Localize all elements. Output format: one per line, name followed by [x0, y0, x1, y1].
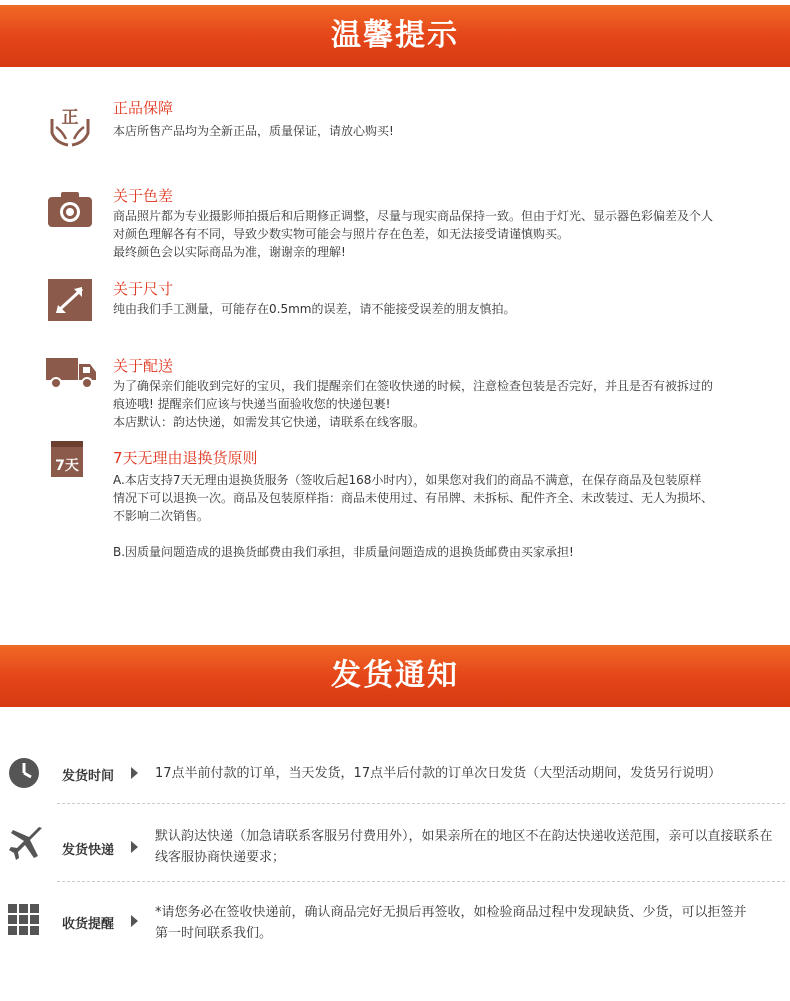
tip-body: 商品照片都为专业摄影师拍摄后和后期修正调整，尽量与现实商品保持一致。但由于灯光、显示器色彩偏差及个人 对颜色理解各有不同，导致少数实物可能会与照片存在色差，如无法接受请谨慎购买。 最终颜色会以实际商品为准，谢谢亲的理解! [113, 209, 714, 259]
grid-icon [8, 904, 44, 940]
row-text: 默认韵达快递（加急请联系客服另付费用外），如果亲所在的地区不在韵达快递收送范围，亲可以直接联系在线客服协商快递要求； [155, 829, 773, 865]
divider [57, 881, 785, 882]
chevron-right-icon [131, 841, 138, 853]
row-label: 发货时间 [62, 769, 115, 784]
resize-arrow-icon [46, 277, 94, 325]
row-label: 发货快递 [62, 843, 115, 858]
warm-tips-title: 温馨提示 [331, 18, 459, 53]
tip-body: 本店所售产品均为全新正品，质量保证，请放心购买! [113, 124, 394, 138]
chevron-right-icon [131, 915, 138, 927]
seven-day-calendar-icon [50, 439, 84, 479]
airplane-icon [8, 826, 44, 862]
delivery-truck-icon [46, 356, 98, 404]
hands-genuine-icon [46, 99, 94, 147]
shipping-notice-title: 发货通知 [331, 658, 459, 693]
tip-body: 纯由我们手工测量，可能存在0.5mm的误差，请不能接受误差的朋友慎拍。 [113, 302, 516, 316]
tip-title: 7天无理由退换货原则 [113, 449, 258, 467]
svg-text:7天: 7天 [55, 458, 79, 474]
tip-title: 关于色差 [113, 187, 174, 205]
divider [57, 803, 785, 804]
tip-title: 关于尺寸 [113, 280, 174, 298]
tip-title: 关于配送 [113, 357, 174, 375]
row-text: *请您务必在签收快递前，确认商品完好无损后再签收，如检验商品过程中发现缺货、少货，可以拒签并第一时间联系我们。 [155, 905, 747, 941]
shipping-notice-banner [0, 645, 790, 707]
chevron-right-icon [131, 767, 138, 779]
row-label: 收货提醒 [62, 917, 115, 932]
camera-icon [46, 187, 94, 235]
svg-text:正: 正 [61, 108, 79, 128]
tip-body: 为了确保亲们能收到完好的宝贝，我们提醒亲们在签收快递的时候，注意检查包装是否完好，并且是否有被拆过的 痕迹哦! 提醒亲们应该与快递当面验收您的快递包裹! 本店默认：韵达快递，如需发其它快递，请联系在线客服。 [113, 379, 714, 429]
tip-title: 正品保障 [113, 99, 174, 117]
row-text: 17点半前付款的订单，当天发货，17点半后付款的订单次日发货（大型活动期间，发货另行说明） [155, 766, 722, 781]
clock-icon [8, 757, 44, 793]
tip-body: A.本店支持7天无理由退换货服务（签收后起168小时内），如果您对我们的商品不满意，在保存商品及包装原样 情况下可以退换一次。商品及包装原样指：商品未使用过、有吊牌、未拆标、配件齐全、未改装过、无人为损坏、 不影响二次销售。 B.因质量问题造成的退换货邮费由我们承担，非质量问题造成的退换货邮费由买家承担! [113, 473, 714, 559]
warm-tips-banner [0, 5, 790, 67]
